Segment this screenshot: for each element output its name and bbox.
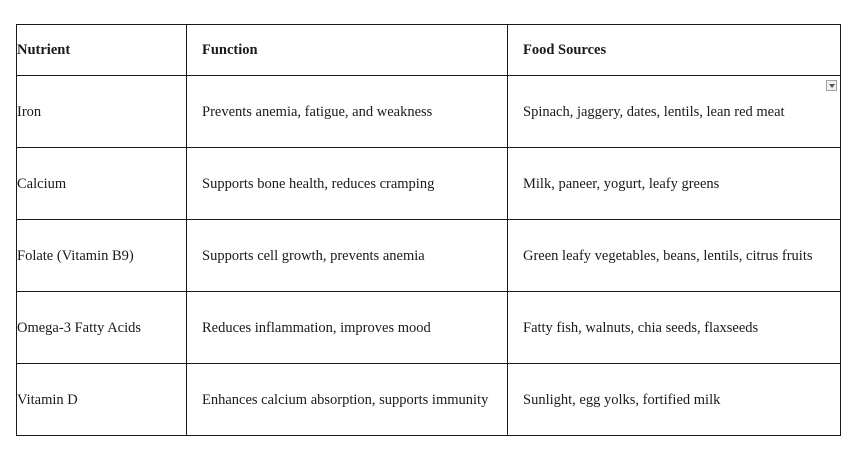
cell-text: Omega-3 Fatty Acids <box>17 319 142 336</box>
header-row <box>17 25 841 76</box>
nutrient-table <box>16 24 841 436</box>
header-function-label: Function <box>202 42 258 58</box>
cell-text: Calcium <box>17 175 67 192</box>
header-food-sources-label: Food Sources <box>523 42 607 58</box>
cell-function[interactable] <box>187 220 508 292</box>
cell-text: Milk, paneer, yogurt, leafy greens <box>523 175 720 192</box>
cell-text: Fatty fish, walnuts, chia seeds, flaxseeds <box>523 319 759 336</box>
header-function <box>187 25 508 76</box>
header-nutrient <box>17 25 187 76</box>
cell-nutrient[interactable] <box>17 364 187 436</box>
table-row <box>17 292 841 364</box>
cell-text: Sunlight, egg yolks, fortified milk <box>523 391 721 408</box>
cell-nutrient[interactable] <box>17 220 187 292</box>
cell-text: Spinach, jaggery, dates, lentils, lean red meat <box>523 103 785 120</box>
cell-text: Iron <box>17 103 42 120</box>
header-nutrient-label: Nutrient <box>17 42 71 58</box>
cell-text: Folate (Vitamin B9) <box>17 247 134 264</box>
cell-text: Supports cell growth, prevents anemia <box>202 247 425 264</box>
table-row <box>17 364 841 436</box>
cell-nutrient[interactable] <box>17 76 187 148</box>
cell-function[interactable] <box>187 292 508 364</box>
table-row <box>17 148 841 220</box>
table-row <box>17 76 841 148</box>
cell-food-sources[interactable] <box>508 76 841 148</box>
chevron-down-icon[interactable] <box>826 80 837 91</box>
cell-text: Vitamin D <box>17 391 78 408</box>
cell-function[interactable] <box>187 364 508 436</box>
table-header <box>17 25 841 76</box>
table-row <box>17 220 841 292</box>
header-food-sources <box>508 25 841 76</box>
cell-food-sources[interactable] <box>508 220 841 292</box>
cell-text: Supports bone health, reduces cramping <box>202 175 435 192</box>
cell-nutrient[interactable] <box>17 148 187 220</box>
cell-nutrient[interactable] <box>17 292 187 364</box>
cell-text: Reduces inflammation, improves mood <box>202 319 431 336</box>
cell-function[interactable] <box>187 76 508 148</box>
cell-food-sources[interactable] <box>508 148 841 220</box>
cell-text: Enhances calcium absorption, supports immunity <box>202 391 489 408</box>
cell-food-sources[interactable] <box>508 292 841 364</box>
cell-text: Green leafy vegetables, beans, lentils, citrus fruits <box>523 247 813 264</box>
table-body <box>17 76 841 436</box>
cell-text: Prevents anemia, fatigue, and weakness <box>202 103 433 120</box>
cell-food-sources[interactable] <box>508 364 841 436</box>
cell-function[interactable] <box>187 148 508 220</box>
